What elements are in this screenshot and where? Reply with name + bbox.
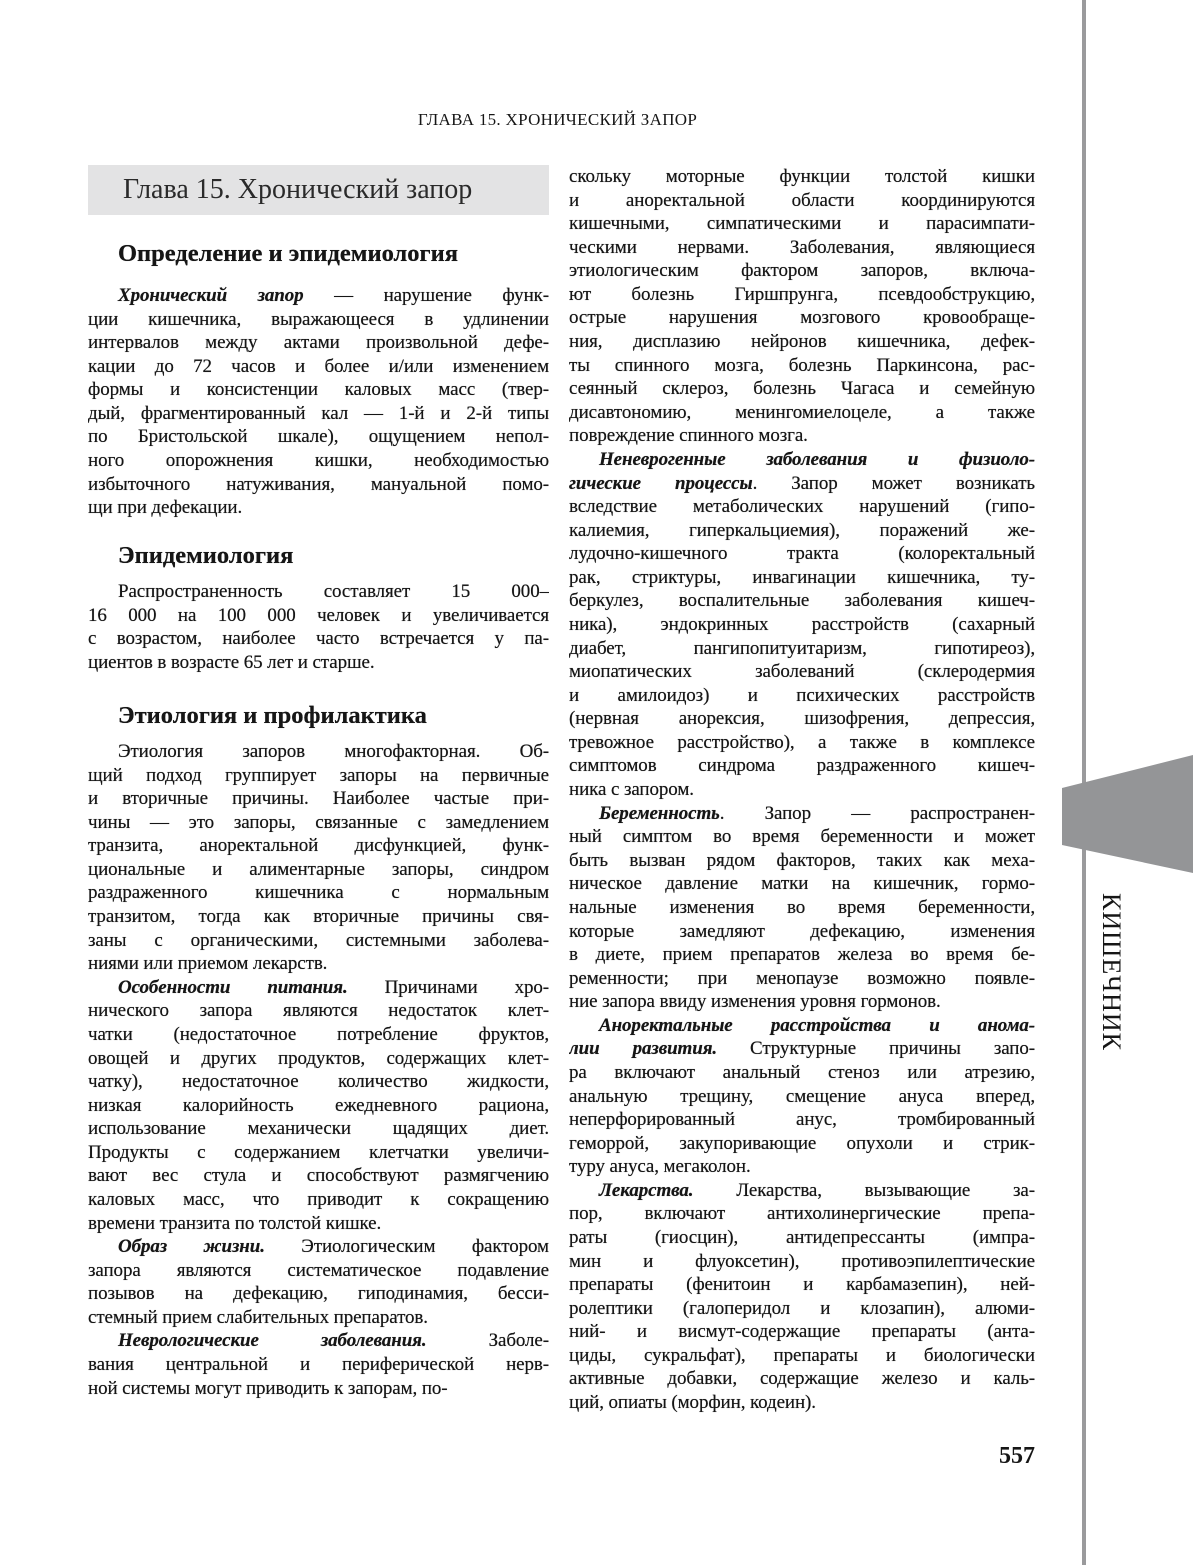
- text-line: [88, 284, 549, 308]
- text-line: каловых масс, что приводит к сокращению: [88, 1188, 549, 1210]
- run-in-heading: Образ жизни.: [118, 1236, 265, 1258]
- text-line: с возрастом, наиболее часто встречается у па-: [88, 628, 549, 650]
- paragraph: [569, 1179, 1035, 1415]
- line-text: Лекарства, вызывающие за-: [693, 1179, 1035, 1201]
- text-line: сеянный склероз, болезнь Чагаса и семейную: [569, 378, 1035, 400]
- paragraph: [88, 976, 549, 1235]
- text-line: и вторичные причины. Наиболее частые при-: [88, 788, 549, 810]
- text-line: и амилоидоз) и психических расстройств: [569, 684, 1035, 706]
- text-line: чатки (недостаточное потребление фруктов,: [88, 1023, 549, 1045]
- line-text: Причинами хро-: [347, 976, 549, 998]
- text-line: беркулез, воспалительные заболевания кишеч-: [569, 590, 1035, 612]
- text-line: ций, опиаты (морфин, кодеин).: [569, 1392, 816, 1414]
- text-line: раты (гиосцин), антидепрессанты (импра-: [569, 1227, 1035, 1249]
- run-in-heading: Лекарства.: [599, 1179, 694, 1201]
- text-line: циональные и алиментарные запоры, синдром: [88, 858, 549, 880]
- text-line: миопатических заболеваний (склеродермия: [569, 661, 1035, 683]
- text-line: ческими нервами. Заболевания, являющиеся: [569, 236, 1035, 258]
- paragraph: [88, 740, 549, 976]
- text-line: геморрой, закупоривающие опухоли и стрик-: [569, 1132, 1035, 1154]
- text-line: вают вес стула и способствуют размягчению: [88, 1165, 549, 1187]
- text-line: (нервная анорексия, шизофрения, депрессия,: [569, 708, 1035, 730]
- text-line: кишечными, симпатическими и парасимпати-: [569, 213, 1035, 235]
- text-line: циентов в возрасте 65 лет и старше.: [88, 651, 375, 673]
- paragraph: [88, 1329, 549, 1400]
- text-line: стемный прием слабительных препаратов.: [88, 1306, 428, 1328]
- text-line: щий подход группирует запоры на первичные: [88, 764, 549, 786]
- text-line: ниями или приемом лекарств.: [88, 953, 328, 975]
- text-line: овощей и других продуктов, содержащих клет-: [88, 1047, 549, 1069]
- text-line: ют болезнь Гиршпрунга, псевдообструкцию,: [569, 283, 1035, 305]
- paragraph-definition: [88, 284, 549, 520]
- run-in-heading: Аноректальные расстройства и анома-: [599, 1014, 1035, 1036]
- line-text: Структурные причины запо-: [717, 1038, 1035, 1060]
- text-line: ническое давление матки на кишечник, гормо-: [569, 873, 1035, 895]
- text-line: симптомов синдрома раздраженного кишеч-: [569, 755, 1035, 777]
- text-line: которые замедляют дефекацию, изменения: [569, 920, 1035, 942]
- paragraph: [88, 1235, 549, 1329]
- text-line: Этиология запоров многофакторная. Об-: [118, 741, 549, 762]
- text-line: ременности; при менопаузе возможно появле-: [569, 967, 1035, 989]
- text-line: [569, 448, 1035, 472]
- text-line: Распространенность составляет 15 000–: [118, 581, 549, 602]
- text-line: туру ануса, мегаколон.: [569, 1156, 751, 1178]
- text-line: ный симптом во время беременности и может: [569, 826, 1035, 848]
- text-line: ролептики (галоперидол и клозапин), алюми-: [569, 1297, 1035, 1319]
- text-line: Продукты с содержанием клетчатки увеличи-: [88, 1141, 549, 1163]
- line-text: — нарушение функ-: [303, 285, 549, 306]
- text-line: диабет, пангипопитуитаризм, гипотиреоз),: [569, 637, 1035, 659]
- text-line: тревожное расстройство), а также в комплексе: [569, 731, 1035, 753]
- paragraph-epidemiology: [88, 580, 549, 674]
- section-side-label: КИШЕЧНИК: [1097, 892, 1126, 1052]
- text-line: заны с органическими, системными заболева-: [88, 929, 549, 951]
- text-line: скольку моторные функции толстой кишки: [569, 166, 1035, 187]
- text-line: [569, 472, 1035, 496]
- text-line: по Бристольской шкале), ощущением непол-: [88, 426, 549, 448]
- text-line: калиемия, гиперкальциемия), поражений же-: [569, 519, 1035, 541]
- etiology-text-left: [88, 740, 549, 1400]
- section-heading-epidemiology: Эпидемиология: [118, 542, 294, 569]
- text-line: транзитом, тогда как вторичные причины свя-: [88, 906, 549, 928]
- run-in-heading: Неврологические заболевания.: [118, 1330, 427, 1352]
- text-line: щи при дефекации.: [88, 497, 243, 519]
- text-line: вания центральной и периферической нерв-: [88, 1354, 549, 1376]
- chapter-title-box: [88, 165, 549, 215]
- text-line: ника), эндокринных расстройств (сахарный: [569, 613, 1035, 635]
- page-number: 557: [999, 1443, 1035, 1469]
- text-line: активные добавки, содержащие железо и каль-: [569, 1368, 1035, 1390]
- run-in-heading: гические процессы: [569, 472, 753, 494]
- run-in-heading: Неневрогенные заболевания и физиоло-: [599, 448, 1035, 470]
- text-line: острые нарушения мозгового кровообраще-: [569, 307, 1035, 329]
- text-line: чатку), недостаточное количество жидкости,: [88, 1071, 549, 1093]
- text-line: неперфорированный анус, тромбированный: [569, 1109, 1035, 1131]
- text-line: 16 000 на 100 000 человек и увеличивается: [88, 604, 549, 626]
- text-line: [569, 802, 1035, 826]
- text-line: ной системы могут приводить к запорам, по-: [88, 1377, 448, 1399]
- text-line: ния, дисплазию нейронов кишечника, дефек-: [569, 331, 1035, 353]
- text-line: [88, 1235, 549, 1259]
- text-line: мин и флуоксетин), противоэпилептические: [569, 1250, 1035, 1272]
- text-line: низкая калорийность ежедневного рациона,: [88, 1094, 549, 1116]
- text-line: дисавтономию, менингомиелоцеле, а также: [569, 401, 1035, 423]
- text-line: интервалов между актами произвольной дефе-: [88, 332, 549, 354]
- line-text: Этиологическим фактором: [264, 1236, 549, 1258]
- text-line: вследствие метаболических нарушений (гипо-: [569, 496, 1035, 518]
- text-line: [88, 1329, 549, 1353]
- paragraph: [569, 1014, 1035, 1179]
- text-line: кации до 72 часов и более и/или изменением: [88, 355, 549, 377]
- line-text: . Запор — распространен-: [719, 802, 1035, 824]
- text-line: быть вызван рядом факторов, таких как меха-: [569, 849, 1035, 871]
- running-head: ГЛАВА 15. ХРОНИЧЕСКИЙ ЗАПОР: [417, 110, 698, 129]
- text-line: ции кишечника, выражающееся в удлинении: [88, 308, 549, 330]
- text-line: ние запора ввиду изменения уровня гормонов.: [569, 991, 941, 1013]
- text-line: [569, 1014, 1035, 1038]
- text-line: времени транзита по толстой кишке.: [88, 1212, 382, 1234]
- text-line: ника с запором.: [569, 779, 694, 801]
- text-line: лудочно-кишечного тракта (колоректальный: [569, 543, 1035, 565]
- run-in-heading: Хронический запор: [118, 285, 304, 306]
- text-line: в диете, прием препаратов железа во время бе-: [569, 944, 1035, 966]
- text-line: циды, сукральфат), препараты и биологически: [569, 1344, 1035, 1366]
- text-line: избыточного натуживания, мануальной помо-: [88, 473, 549, 495]
- text-line: ра включают анальный стеноз или атрезию,: [569, 1061, 1035, 1083]
- text-line: нического запора являются недостаток клет-: [88, 1000, 549, 1022]
- text-line: препараты (фенитоин и карбамазепин), ней-: [569, 1274, 1035, 1296]
- line-text: Заболе-: [426, 1330, 549, 1352]
- text-line: ного опорожнения кишки, необходимостью: [88, 450, 549, 472]
- text-line: дый, фрагментированный кал — 1-й и 2-й типы: [88, 402, 549, 424]
- paragraph: [569, 165, 1035, 448]
- text-line: ний- и висмут-содержащие препараты (анта-: [569, 1321, 1035, 1343]
- paragraph: [569, 448, 1035, 802]
- text-line: нальные изменения во время беременности,: [569, 896, 1035, 918]
- section-heading-definition: Определение и эпидемиология: [118, 240, 459, 267]
- text-line: транзита, аноректальной дисфункцией, функ-: [88, 835, 549, 857]
- text-line: [88, 976, 549, 1000]
- text-line: позывов на дефекацию, гиподинамия, бесси-: [88, 1283, 549, 1305]
- run-in-heading: Особенности питания.: [118, 976, 348, 998]
- text-line: рак, стриктуры, инвагинации кишечника, ту-: [569, 566, 1035, 588]
- text-line: чины — это запоры, связанные с замедлением: [88, 811, 549, 833]
- text-line: повреждение спинного мозга.: [569, 425, 808, 447]
- text-line: формы и консистенции каловых масс (твер-: [88, 379, 549, 401]
- text-line: использование механически щадящих диет.: [88, 1118, 549, 1140]
- text-line: и аноректальной области координируются: [569, 189, 1035, 211]
- text-line: этиологическим фактором запоров, включа-: [569, 260, 1035, 282]
- text-line: [569, 1179, 1035, 1203]
- section-heading-etiology: Этиология и профилактика: [118, 702, 427, 729]
- text-line: запора являются систематическое подавление: [88, 1259, 549, 1281]
- text-line: ты спинного мозга, болезнь Паркинсона, рас-: [569, 354, 1035, 376]
- text-line: анальную трещину, смещение ануса вперед,: [569, 1085, 1035, 1107]
- line-text: . Запор может возникать: [752, 472, 1035, 494]
- etiology-text-right: [569, 165, 1035, 1415]
- paragraph: [569, 802, 1035, 1014]
- text-line: пор, включают антихолинергические препа-: [569, 1203, 1035, 1225]
- text-line: [569, 1037, 1035, 1061]
- chapter-title: Глава 15. Хронический запор: [123, 174, 473, 205]
- run-in-heading: лии развития.: [569, 1038, 718, 1060]
- run-in-heading: Беременность: [599, 802, 720, 824]
- text-line: раздраженного кишечника с нормальным: [88, 882, 549, 904]
